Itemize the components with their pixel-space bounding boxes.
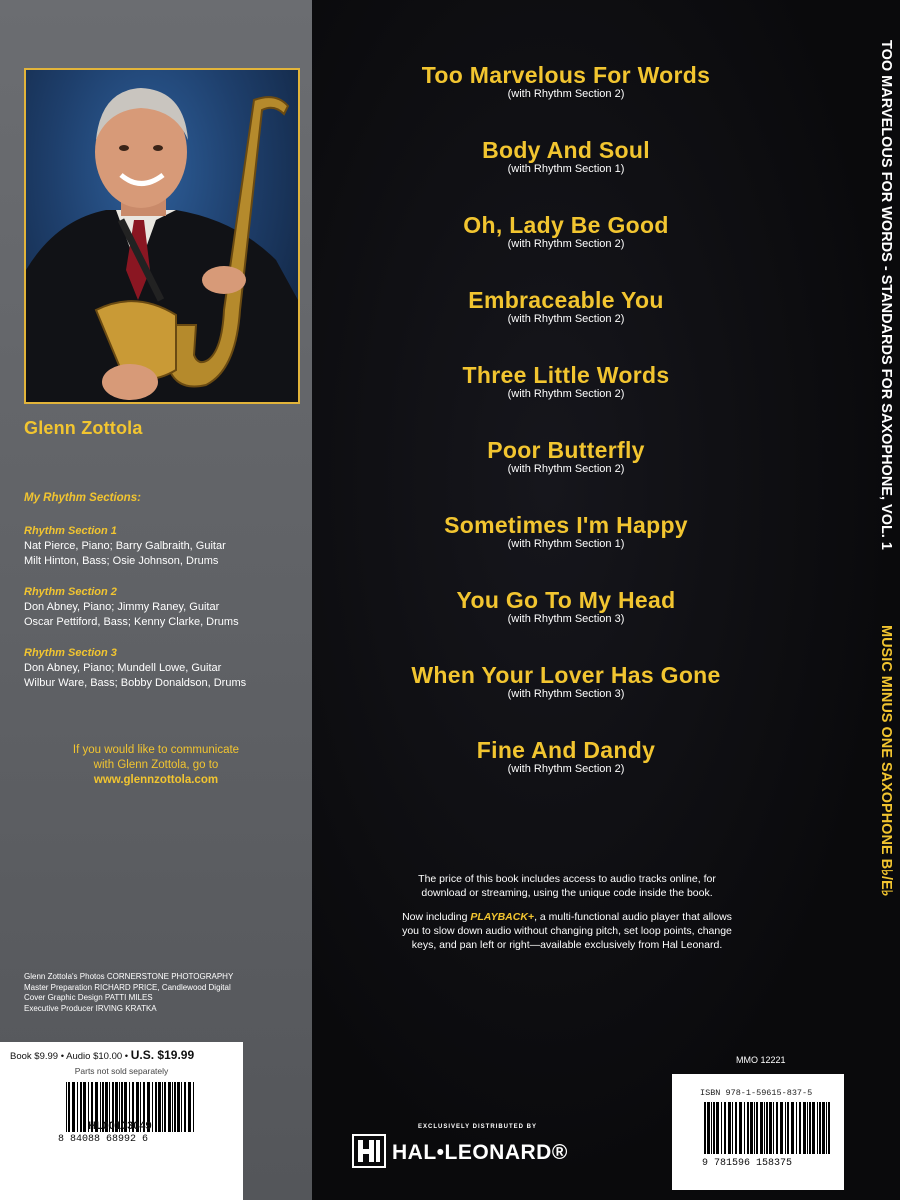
hal-leonard-icon bbox=[352, 1134, 386, 1168]
credit-line: Glenn Zottola's Photos CORNERSTONE PHOTOGRAPHY bbox=[24, 972, 234, 981]
song-item bbox=[360, 212, 772, 250]
rhythm-section-line: Nat Pierce, Piano; Barry Galbraith, Guitar bbox=[24, 540, 226, 552]
barcode-bar bbox=[177, 1082, 180, 1132]
barcode-bar bbox=[172, 1082, 173, 1132]
barcode-bar bbox=[193, 1082, 194, 1132]
artist-photo bbox=[24, 68, 300, 404]
song-item bbox=[360, 137, 772, 175]
barcode-bar bbox=[732, 1102, 733, 1154]
about-paragraph: The price of this book includes access to audio tracks online, for download or streaming, using the unique code inside the book. bbox=[418, 873, 716, 899]
rhythm-section-title: Rhythm Section 3 bbox=[24, 647, 117, 659]
credits bbox=[24, 972, 233, 1014]
song-item bbox=[360, 62, 772, 100]
barcode-bar bbox=[812, 1102, 815, 1154]
song-subtitle: (with Rhythm Section 2) bbox=[507, 313, 625, 325]
spine-title: TOO MARVELOUS FOR WORDS - STANDARDS FOR SAXOPHONE, VOL. 1 bbox=[878, 40, 894, 550]
song-title: You Go To My Head bbox=[456, 587, 676, 613]
song-title: Sometimes I'm Happy bbox=[444, 512, 688, 538]
barcode-bar bbox=[174, 1082, 176, 1132]
upc-digits: 8 84088 68992 6 bbox=[58, 1134, 149, 1145]
about-text bbox=[400, 872, 734, 962]
song-subtitle: (with Rhythm Section 1) bbox=[507, 538, 625, 550]
website-link[interactable]: www.glennzottola.com bbox=[93, 774, 219, 786]
song-title: When Your Lover Has Gone bbox=[411, 662, 721, 688]
barcode-bar bbox=[785, 1102, 786, 1154]
barcode-bar bbox=[728, 1102, 731, 1154]
song-item bbox=[360, 662, 772, 700]
barcode-bar bbox=[750, 1102, 753, 1154]
song-title: Fine And Dandy bbox=[476, 737, 656, 763]
isbn-label: ISBN 978-1-59615-837-5 bbox=[700, 1088, 813, 1098]
barcode-bar bbox=[164, 1082, 166, 1132]
barcode-bar bbox=[72, 1082, 75, 1132]
song-subtitle: (with Rhythm Section 2) bbox=[507, 388, 625, 400]
barcode-bar bbox=[168, 1082, 171, 1132]
artist-name: Glenn Zottola bbox=[24, 418, 143, 438]
song-item bbox=[360, 587, 772, 625]
barcode-bar bbox=[724, 1102, 726, 1154]
barcode-bar bbox=[799, 1102, 801, 1154]
barcode-bar bbox=[773, 1102, 774, 1154]
song-subtitle: (with Rhythm Section 2) bbox=[507, 463, 625, 475]
song-subtitle: (with Rhythm Section 3) bbox=[507, 688, 625, 700]
isbn-digits: 9 781596 158375 bbox=[702, 1158, 793, 1169]
rhythm-section-title: Rhythm Section 1 bbox=[24, 525, 117, 537]
song-item bbox=[360, 737, 772, 775]
barcode-bar bbox=[716, 1102, 719, 1154]
barcode-bar bbox=[158, 1082, 161, 1132]
rhythm-section-line: Don Abney, Piano; Mundell Lowe, Guitar bbox=[24, 662, 222, 674]
barcode-bar bbox=[809, 1102, 811, 1154]
item-code: HL00103049 bbox=[88, 1120, 152, 1132]
barcode-bar bbox=[181, 1082, 182, 1132]
song-subtitle: (with Rhythm Section 1) bbox=[507, 163, 625, 175]
barcode-bar bbox=[754, 1102, 755, 1154]
barcode-bar bbox=[80, 1082, 82, 1132]
barcode-bar bbox=[766, 1102, 768, 1154]
rhythm-section-2 bbox=[24, 585, 239, 630]
rhythm-section-line: Don Abney, Piano; Jimmy Raney, Guitar bbox=[24, 601, 220, 613]
barcode-bar bbox=[776, 1102, 778, 1154]
barcode-bar bbox=[152, 1082, 153, 1132]
barcode-bar bbox=[819, 1102, 821, 1154]
isbn-box bbox=[672, 1074, 844, 1190]
barcode-bar bbox=[739, 1102, 742, 1154]
about-paragraph bbox=[400, 910, 734, 952]
song-title: Too Marvelous For Words bbox=[421, 62, 711, 88]
barcode-bar bbox=[188, 1082, 191, 1132]
price-line bbox=[10, 1048, 194, 1062]
contact-line: If you would like to communicate bbox=[72, 744, 240, 756]
rhythm-section-1 bbox=[24, 524, 226, 569]
song-subtitle: (with Rhythm Section 3) bbox=[507, 613, 625, 625]
barcode-bar bbox=[822, 1102, 825, 1154]
barcode-bar bbox=[711, 1102, 712, 1154]
playback-logo: PLAYBACK+ bbox=[470, 911, 535, 923]
rhythm-section-title: Rhythm Section 2 bbox=[24, 586, 117, 598]
song-title: Three Little Words bbox=[462, 362, 670, 388]
song-subtitle: (with Rhythm Section 2) bbox=[507, 238, 625, 250]
rhythm-section-line: Wilbur Ware, Bass; Bobby Donaldson, Drums bbox=[24, 677, 247, 689]
barcode-bar bbox=[769, 1102, 772, 1154]
song-title: Body And Soul bbox=[482, 137, 650, 163]
barcode-bar bbox=[796, 1102, 797, 1154]
rhythm-section-3 bbox=[24, 646, 246, 691]
saxophonist-illustration bbox=[26, 70, 298, 402]
barcode-bar bbox=[66, 1082, 67, 1132]
barcode-bar bbox=[803, 1102, 806, 1154]
song-subtitle: (with Rhythm Section 2) bbox=[507, 763, 625, 775]
barcode-bar bbox=[747, 1102, 749, 1154]
rhythm-section-line: Oscar Pettiford, Bass; Kenny Clarke, Drums bbox=[24, 616, 239, 628]
barcode-bar bbox=[817, 1102, 818, 1154]
barcode-bar bbox=[713, 1102, 715, 1154]
spine bbox=[872, 40, 894, 1040]
distributed-label: EXCLUSIVELY DISTRIBUTED BY bbox=[418, 1124, 538, 1130]
barcode-bar bbox=[68, 1082, 70, 1132]
barcode-bar bbox=[707, 1102, 710, 1154]
price-total: U.S. $19.99 bbox=[130, 1048, 195, 1062]
about-text-part: Now including bbox=[402, 911, 471, 923]
barcode-bar bbox=[828, 1102, 830, 1154]
isbn-barcode bbox=[704, 1102, 834, 1154]
rhythm-section-line: Milt Hinton, Bass; Osie Johnson, Drums bbox=[24, 555, 219, 567]
price-breakdown: Book $9.99 • Audio $10.00 • bbox=[10, 1051, 129, 1062]
contact-line: with Glenn Zottola, go to bbox=[93, 759, 219, 771]
mmo-code: MMO 12221 bbox=[736, 1055, 786, 1065]
credit-line: Cover Graphic Design PATTI MILES bbox=[24, 993, 153, 1002]
barcode-bar bbox=[184, 1082, 186, 1132]
song-subtitle: (with Rhythm Section 2) bbox=[507, 88, 625, 100]
publisher-name: HAL•LEONARD® bbox=[392, 1141, 568, 1164]
credit-line: Master Preparation RICHARD PRICE, Candlewood Digital bbox=[24, 982, 231, 992]
barcode-bar bbox=[162, 1082, 163, 1132]
hal-leonard-logo bbox=[352, 1134, 622, 1170]
song-item bbox=[360, 362, 772, 400]
barcode-bar bbox=[721, 1102, 722, 1154]
barcode-bar bbox=[155, 1082, 157, 1132]
spine-series: MUSIC MINUS ONE SAXOPHONE B♭/E♭ bbox=[878, 625, 894, 897]
song-title: Embraceable You bbox=[468, 287, 664, 313]
barcode-bar bbox=[744, 1102, 745, 1154]
barcode-bar bbox=[704, 1102, 706, 1154]
barcode-bar bbox=[756, 1102, 758, 1154]
barcode-bar bbox=[791, 1102, 794, 1154]
song-item bbox=[360, 287, 772, 325]
barcode-bar bbox=[735, 1102, 737, 1154]
song-item bbox=[360, 437, 772, 475]
barcode-bar bbox=[83, 1082, 86, 1132]
barcode-bar bbox=[77, 1082, 78, 1132]
contact-info bbox=[24, 743, 288, 788]
rhythm-sections-heading: My Rhythm Sections: bbox=[24, 492, 141, 504]
credit-line: Executive Producer IRVING KRATKA bbox=[24, 1003, 157, 1013]
barcode-bar bbox=[780, 1102, 783, 1154]
barcode-bar bbox=[807, 1102, 808, 1154]
spine-text bbox=[878, 40, 894, 1040]
about-text-part: , a multi-functional audio player that allows you to slow down audio without changing pitch, set loop points, change keys, and pan left or right—available exclusively from Hal Leonard. bbox=[402, 911, 732, 951]
barcode-bar bbox=[764, 1102, 765, 1154]
barcode-bar bbox=[787, 1102, 789, 1154]
song-item bbox=[360, 512, 772, 550]
barcode-bar bbox=[826, 1102, 827, 1154]
song-title: Oh, Lady Be Good bbox=[463, 212, 669, 238]
song-title: Poor Butterfly bbox=[487, 437, 645, 463]
parts-note: Parts not sold separately bbox=[74, 1066, 169, 1076]
barcode-bar bbox=[760, 1102, 763, 1154]
